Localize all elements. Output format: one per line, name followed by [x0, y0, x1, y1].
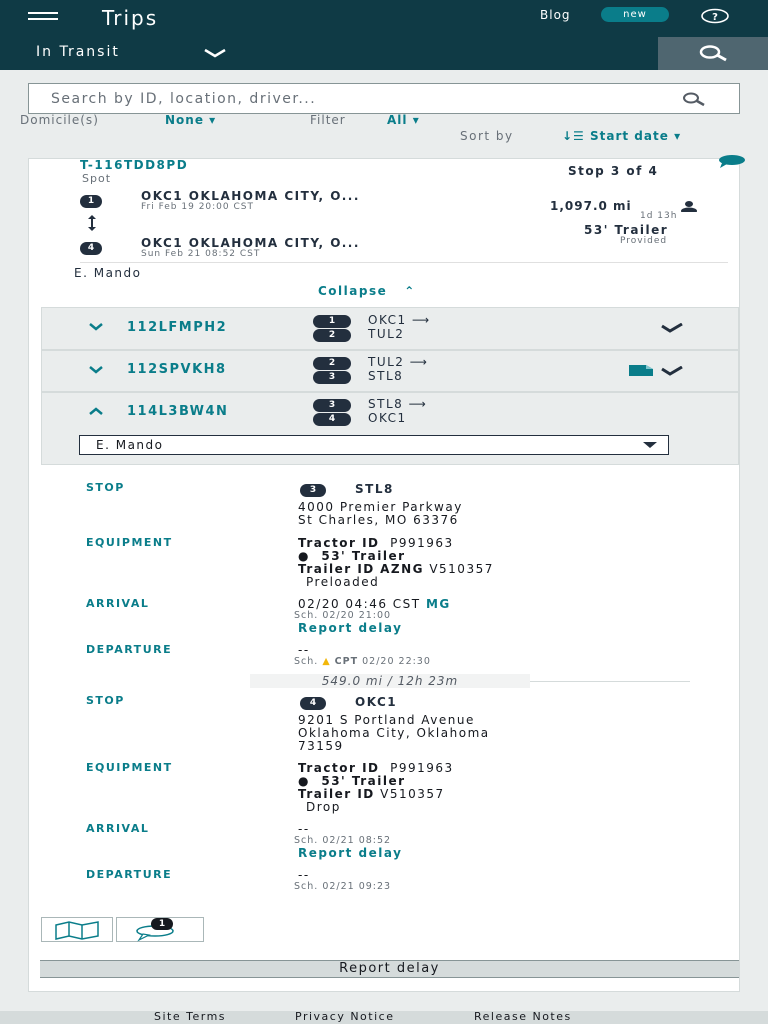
privacy-notice-link[interactable]: Privacy Notice	[295, 1010, 395, 1023]
stop-code: OKC1	[355, 695, 398, 709]
caret-down-icon: ▾	[209, 113, 217, 127]
chevron-down-icon[interactable]	[88, 366, 104, 374]
caret-down-icon: ▾	[412, 113, 420, 127]
filter-dropdown[interactable]	[387, 113, 420, 127]
stop-address-line: 73159	[298, 739, 344, 753]
trailer-type: 53' Trailer	[584, 223, 669, 237]
chat-count-badge: 1	[151, 918, 173, 930]
trip-duration: 1d 13h	[640, 211, 678, 221]
document-icon[interactable]	[629, 365, 653, 376]
stop-address-line: 9201 S Portland Avenue	[298, 713, 475, 727]
stop-label: STOP	[86, 481, 125, 494]
stop-number-badge: 4	[80, 242, 102, 255]
search-icon	[696, 44, 732, 62]
stop-number-badge: 1	[313, 315, 351, 328]
search-icon[interactable]	[680, 91, 710, 107]
stop-number-badge: 3	[313, 399, 351, 412]
equipment-label: EQUIPMENT	[86, 536, 173, 549]
leg-from-stop: TUL2 ⟶	[368, 355, 429, 369]
arrival-label: ARRIVAL	[86, 597, 150, 610]
trailer-status: Provided	[620, 236, 668, 246]
status-filter-select[interactable]: In Transit	[36, 44, 120, 60]
chat-bubble-icon[interactable]	[717, 154, 747, 168]
chevron-down-icon[interactable]	[203, 48, 227, 58]
arrow-right-icon: ⟶	[408, 397, 428, 411]
map-tab[interactable]	[41, 917, 113, 942]
page-title: Trips	[102, 6, 159, 30]
collapse-label: Collapse	[318, 284, 388, 298]
chevron-up-icon: ⌃	[404, 284, 416, 298]
leg-id[interactable]: 114L3BW4N	[127, 404, 229, 419]
trailer-id: Trailer ID V510357	[298, 787, 445, 801]
stop-number-badge: 4	[300, 697, 326, 710]
trailer-type: ● 53' Trailer	[298, 549, 406, 563]
leg-id[interactable]: 112LFMPH2	[127, 320, 228, 335]
domicile-dropdown[interactable]	[165, 113, 216, 127]
report-delay-link[interactable]: Report delay	[298, 621, 403, 635]
map-icon	[42, 918, 114, 943]
departure-scheduled: Sch. 02/21 09:23	[294, 881, 392, 892]
checkmark-icon	[660, 323, 684, 333]
trailer-id: Trailer ID AZNG V510357	[298, 562, 494, 576]
arrival-time: 02/20 04:46 CST MG	[298, 597, 451, 611]
svg-text:?: ?	[712, 12, 718, 23]
report-delay-link[interactable]: Report delay	[298, 846, 403, 860]
stop-number-badge: 3	[313, 371, 351, 384]
trip-id-link[interactable]: T-116TDD8PD	[80, 158, 189, 172]
dot-icon: ●	[298, 774, 310, 788]
origin-location: OKC1 OKLAHOMA CITY, O...	[141, 189, 360, 203]
new-badge: new	[601, 7, 669, 22]
stop-address-line: 4000 Premier Parkway	[298, 500, 463, 514]
divider	[80, 262, 728, 263]
sort-by-dropdown[interactable]	[562, 129, 681, 143]
leg-id[interactable]: 112SPVKH8	[127, 362, 227, 377]
chevron-up-icon[interactable]	[88, 407, 104, 415]
release-notes-link[interactable]: Release Notes	[474, 1010, 572, 1023]
report-delay-button[interactable]: Report delay	[40, 960, 739, 978]
sort-by-value: Start date	[590, 129, 669, 143]
chevron-down-icon[interactable]	[88, 323, 104, 331]
filter-value: All	[387, 113, 408, 127]
dot-icon: ●	[298, 549, 310, 563]
departure-time: --	[298, 868, 310, 882]
leg-to-stop: TUL2	[368, 327, 405, 341]
driver-name: E. Mando	[74, 266, 142, 280]
caret-down-icon: ▾	[674, 129, 682, 143]
departure-label: DEPARTURE	[86, 868, 173, 881]
search-button[interactable]	[658, 37, 768, 70]
help-icon[interactable]	[700, 8, 730, 24]
sort-by-label: Sort by	[460, 129, 514, 143]
blog-link[interactable]: Blog	[540, 8, 571, 22]
caret-down-icon[interactable]	[643, 442, 657, 448]
stop-number-badge: 2	[313, 357, 351, 370]
collapse-button[interactable]	[318, 284, 416, 298]
trip-distance: 1,097.0 mi	[550, 199, 632, 213]
arrow-right-icon: ⟶	[412, 313, 431, 327]
arrival-scheduled: Sch. 02/20 21:00	[294, 610, 392, 621]
domicile-value: None	[165, 113, 204, 127]
stop-progress: Stop 3 of 4	[568, 164, 659, 178]
domicile-label: Domicile(s)	[20, 113, 99, 127]
leg-from-stop: STL8 ⟶	[368, 397, 428, 411]
load-status: Drop	[306, 800, 341, 814]
leg-from-stop: OKC1 ⟶	[368, 313, 431, 327]
site-terms-link[interactable]: Site Terms	[154, 1010, 227, 1023]
stop-number-badge: 1	[80, 195, 102, 208]
stop-number-badge: 3	[300, 484, 326, 497]
filter-label: Filter	[310, 113, 346, 127]
load-status: Preloaded	[306, 575, 380, 589]
hamburger-menu-icon[interactable]	[28, 12, 58, 26]
departure-scheduled: Sch. ▲ CPT 02/20 22:30	[294, 656, 431, 667]
arrival-label: ARRIVAL	[86, 822, 150, 835]
stop-address-line: St Charles, MO 63376	[298, 513, 459, 527]
trailer-type: ● 53' Trailer	[298, 774, 406, 788]
checkmark-icon	[660, 366, 684, 376]
arrow-right-icon: ⟶	[409, 355, 429, 369]
tractor-id: Tractor ID P991963	[298, 536, 454, 550]
up-down-arrow-icon	[87, 215, 97, 231]
arrival-scheduled: Sch. 02/21 08:52	[294, 835, 392, 846]
stop-number-badge: 2	[313, 329, 351, 342]
person-icon	[679, 201, 699, 212]
stop-address-line: Oklahoma City, Oklahoma	[298, 726, 490, 740]
equipment-label: EQUIPMENT	[86, 761, 173, 774]
tractor-id: Tractor ID P991963	[298, 761, 454, 775]
trip-type: Spot	[82, 172, 112, 185]
driver-select[interactable]: E. Mando	[79, 435, 669, 455]
segment-distance: 549.0 mi / 12h 23m	[250, 674, 530, 688]
stop-code: STL8	[355, 482, 394, 496]
arrival-time: --	[298, 822, 310, 836]
leg-to-stop: OKC1	[368, 411, 407, 425]
stop-label: STOP	[86, 694, 125, 707]
destination-time: Sun Feb 21 08:52 CST	[141, 249, 261, 259]
search-input[interactable]	[28, 83, 740, 114]
leg-to-stop: STL8	[368, 369, 404, 383]
warning-icon: ▲	[322, 656, 331, 667]
stop-number-badge: 4	[313, 413, 351, 426]
departure-time: --	[298, 643, 310, 657]
destination-location: OKC1 OKLAHOMA CITY, O...	[141, 236, 360, 250]
origin-time: Fri Feb 19 20:00 CST	[141, 202, 254, 212]
departure-label: DEPARTURE	[86, 643, 173, 656]
sort-order-icon: ↓☰	[562, 129, 585, 143]
